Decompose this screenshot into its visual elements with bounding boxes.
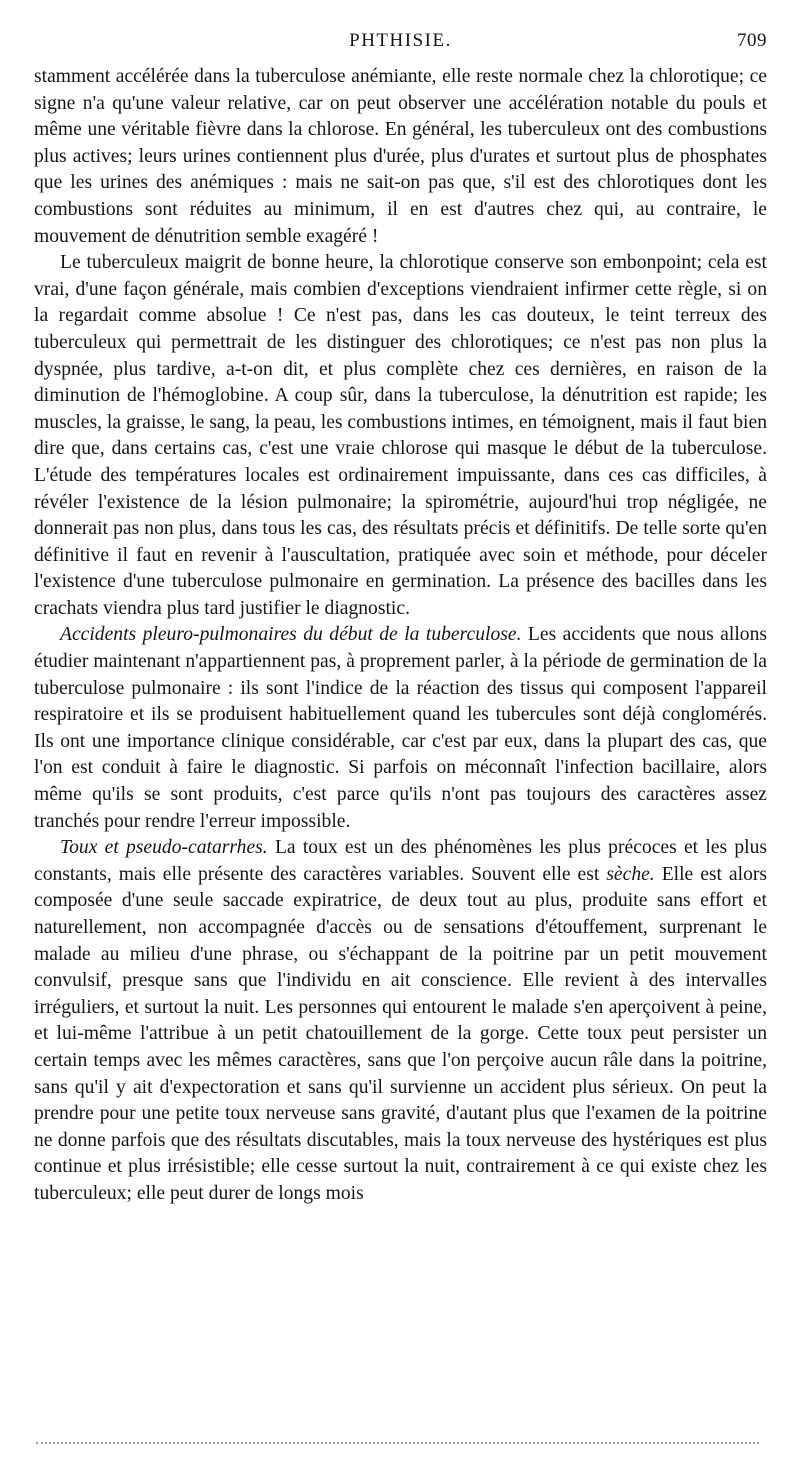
paragraph-accidents	[34, 622, 767, 835]
paragraph-text: Le tuberculeux maigrit de bonne heure, la chlorotique conserve son embonpoint; cela est vrai, d'une façon générale, mais combien d'exceptions viendraient infirmer cette règle, si on la regardait comme absolue ! Ce n'est pas, dans les cas douteux, le teint terreux des tuberculeux qui permettrait de les distinguer des chlorotiques; ce n'est pas non plus la dyspnée, plus tardive, a-t-on dit, et plus complète chez ces dernières, en raison de la diminution de l'hémoglobine. A coup sûr, dans la tuberculose, la dénutrition est rapide; les muscles, la graisse, le sang, la peau, les combustions intimes, en témoignent, mais il faut bien dire que, dans certains cas, c'est une vraie chlorose qui masque le début de la tuberculose. L'étude des températures locales est ordinairement impuissante, dans ces cas difficiles, à révéler l'existence de la lésion pulmonaire; la spirométrie, aujourd'hui trop négligée, ne donnerait pas non plus, dans tous les cas, des résultats précis et définitifs. De telle sorte qu'en définitive il faut en revenir à l'auscultation, pratiquée avec soin et méthode, pour déceler l'existence d'une tuberculose pulmonaire en germination. La présence des bacilles dans les crachats viendra plus tard justifier le diagnostic.	[34, 252, 767, 619]
footer-divider	[36, 1442, 759, 1444]
paragraph-text: Elle est alors composée d'une seule saccade expiratrice, de deux tout au plus, produite sans effort et naturellement, non accompagnée d'accès ou de sensations d'étouffement, surprenant le malade au milieu d'une phrase, ou s'échappant de la poitrine par un petit mouvement convulsif, presque sans que l'individu en ait conscience. Elle revient à des intervalles irréguliers, et surtout la nuit. Les personnes qui entourent le malade s'en aperçoivent à peine, et lui-même l'attribue à un petit chatouillement de la gorge. Cette toux peut persister un certain temps avec les mêmes caractères, sans que l'on perçoive aucun râle dans la poitrine, sans qu'il y ait d'expectoration et sans qu'il survienne un accident plus sérieux. On peut la prendre pour une petite toux nerveuse sans gravité, d'autant plus que l'examen de la poitrine ne donne parfois que des résultats discutables, mais la toux nerveuse des hystériques est plus continue et plus irrésistible; elle cesse surtout la nuit, contrairement à ce qui existe chez les tuberculeux; elle peut durer de longs mois	[34, 863, 768, 1204]
book-page	[34, 30, 767, 1208]
page-number: 709	[737, 30, 767, 51]
running-title: PHTHISIE.	[349, 30, 452, 51]
italic-term: sèche.	[606, 863, 655, 885]
section-heading: Toux et pseudo-catarrhes.	[60, 837, 268, 859]
paragraph-text: stamment accélérée dans la tuberculose anémiante, elle reste normale chez la chlorotique; ce signe n'a qu'une valeur relative, car on peut observer une accélération notable du pouls et même une véritable fièvre dans la chlorose. En général, les tuberculeux ont des combustions plus actives; leurs urines contiennent plus d'urée, plus d'urates et surtout plus de phosphates que les urines des anémiques : mais ne sait-on pas que, s'il est des chlorotiques dont les combustions sont réduites au minimum, il en est d'autres chez qui, au contraire, le mouvement de dénutrition semble exagéré !	[34, 66, 767, 247]
body-text	[34, 64, 767, 1208]
paragraph	[34, 250, 767, 622]
paragraph-continuation	[34, 64, 767, 250]
paragraph-toux	[34, 835, 767, 1207]
running-header	[34, 30, 767, 60]
paragraph-text: Les accidents que nous allons étudier maintenant n'appartiennent pas, à proprement parler, à la période de germination de la tuberculose pulmonaire : ils sont l'indice de la réaction des tissus qui composent l'appareil respiratoire et ils se produisent habituellement quand les tubercules sont déjà conglomérés. Ils ont une importance clinique considérable, car c'est par eux, dans la plupart des cas, que l'on est conduit à faire le diagnostic. Si parfois on méconnaît l'infection bacillaire, alors même qu'ils se sont produits, c'est parce qu'ils n'ont pas toujours des caractères assez tranchés pour rendre l'erreur impossible.	[34, 624, 767, 832]
section-heading: Accidents pleuro-pulmonaires du début de la tuberculose.	[60, 624, 522, 646]
paragraph-text: La toux est un des phénomènes les plus précoces et les plus constants, mais elle présente des caractères variables. Souvent elle est	[34, 837, 767, 885]
